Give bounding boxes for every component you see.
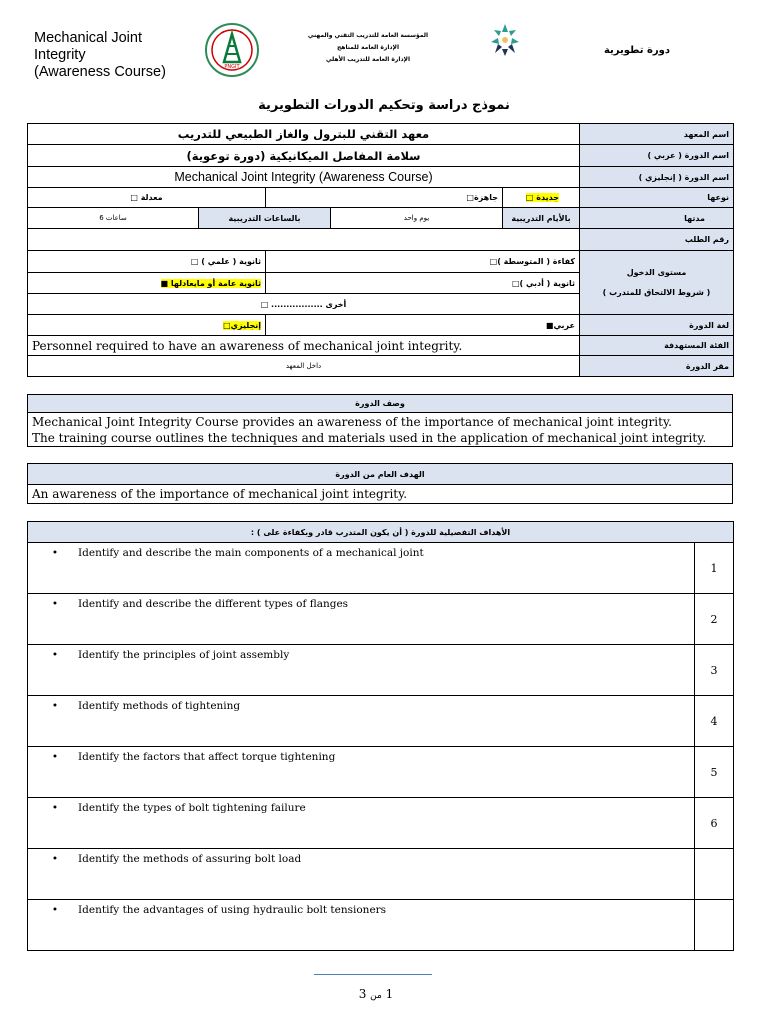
detailed-objectives-table (27, 521, 734, 951)
objective-number: 4 (695, 696, 734, 747)
course-name-en-label: اسم الدورة ( إنجليزي ) (580, 167, 734, 188)
request-number-label: رقم الطلب (580, 229, 734, 251)
page-total: 3 (358, 987, 367, 1001)
form-title: نموذج دراسة وتحكيم الدورات التطويرية (258, 98, 510, 113)
objective-number: 5 (695, 747, 734, 798)
objective-row (28, 594, 734, 645)
description-line: Mechanical Joint Integrity Course provides an awareness of the importance of mechanical joint integrity. (32, 414, 672, 429)
bullet-icon: • (51, 649, 59, 661)
description-body (28, 413, 733, 447)
objective-label: Identify methods of tightening (78, 700, 241, 712)
page-number (336, 987, 416, 1001)
objective-label: Identify and describe the different types of flanges (78, 598, 349, 610)
duration-label: مدتها (580, 208, 734, 229)
objective-text (28, 543, 695, 594)
type-label: نوعها (580, 188, 734, 208)
general-objective-text: An awareness of the importance of mechanical joint integrity. (28, 485, 733, 504)
bullet-icon: • (51, 802, 59, 814)
objective-row (28, 849, 734, 900)
days-value: يوم واحد (331, 208, 503, 229)
course-title-en (34, 30, 166, 81)
page-current: 1 (385, 987, 394, 1001)
objective-text (28, 900, 695, 951)
lang-label: لغة الدورة (580, 315, 734, 336)
entry-general: ثانوية عامة أو مايعادلها ■ (160, 278, 261, 288)
institute-label: اسم المعهد (580, 124, 734, 145)
objective-number: 1 (695, 543, 734, 594)
target-value: Personnel required to have an awareness of mechanical joint integrity. (28, 336, 580, 356)
bullet-icon: • (51, 547, 59, 559)
type-new: جديدة □ (525, 193, 559, 202)
objective-label: Identify the factors that affect torque tightening (78, 751, 336, 763)
org-line: المؤسسة العامة للتدريب التقني والمهني (307, 32, 429, 39)
course-name-ar-label: اسم الدورة ( عربي ) (580, 145, 734, 167)
footer-rule (314, 974, 432, 975)
objective-text (28, 696, 695, 747)
institute-value: معهد التقني للبترول والغاز الطبيعي للتدريب (28, 124, 580, 145)
logo-caption: PNGIT (224, 64, 240, 70)
objective-number: 6 (695, 798, 734, 849)
objective-row (28, 696, 734, 747)
course-name-ar-value: سلامة المفاصل الميكانيكية (دورة توعوية) (28, 145, 580, 167)
objective-row (28, 645, 734, 696)
entry-level-label (580, 251, 734, 315)
course-name-en-value: Mechanical Joint Integrity (Awareness Course) (28, 167, 580, 188)
description-table (27, 394, 733, 447)
bullet-icon: • (51, 904, 59, 916)
page-of: من (370, 991, 382, 1001)
entry-lit: ثانوية ( أدبي )□ (266, 273, 580, 294)
title-line: (Awareness Course) (34, 64, 166, 80)
objective-number: 2 (695, 594, 734, 645)
objective-label: Identify the methods of assuring bolt load (78, 853, 302, 865)
objective-label: Identify the advantages of using hydraulic bolt tensioners (78, 904, 387, 916)
venue-label: مقر الدورة (580, 356, 734, 377)
venue-value: داخل المعهد (28, 356, 580, 377)
entry-level-title: مستوى الدخول (626, 267, 687, 277)
objective-row (28, 798, 734, 849)
lang-en-cell (28, 315, 266, 336)
days-label: بالأيام التدريبية (503, 208, 580, 229)
objective-label: Identify and describe the main components of a mechanical joint (78, 547, 424, 559)
objective-label: Identify the types of bolt tightening failure (78, 802, 306, 814)
type-new-cell (503, 188, 580, 208)
objective-text (28, 747, 695, 798)
entry-level-subtitle: ( شروط الالتحاق للمتدرب ) (602, 287, 711, 297)
entry-sci: ثانوية ( علمي ) □ (28, 251, 266, 273)
detailed-objectives-label: الأهداف التفصيلية للدورة ( أن يكون المتدرب قادر وبكفاءة على ) : (28, 522, 734, 543)
objective-label: Identify the principles of joint assembly (78, 649, 290, 661)
org-line: الإدارة العامة للمناهج (336, 44, 400, 51)
objective-row (28, 543, 734, 594)
description-label: وصف الدورة (28, 395, 733, 413)
hours-value: ساعات 6 (28, 208, 199, 229)
objective-text (28, 849, 695, 900)
objective-row (28, 900, 734, 951)
org-line: الإدارة العامة للتدريب الأهلي (325, 56, 411, 63)
title-line: Integrity (34, 47, 86, 63)
objective-number: 3 (695, 645, 734, 696)
bullet-icon: • (51, 853, 59, 865)
entry-competency: كفاءة ( المتوسطة )□ (266, 251, 580, 273)
hours-label: بالساعات التدريبية (199, 208, 331, 229)
course-info-table (27, 123, 734, 377)
bullet-icon: • (51, 700, 59, 712)
general-objective-table (27, 463, 733, 504)
objective-row (28, 747, 734, 798)
course-kind: دورة تطويرية (603, 45, 670, 56)
request-number-value (28, 229, 580, 251)
organization-lines (300, 30, 436, 66)
title-line: Mechanical Joint (34, 30, 142, 46)
objective-text (28, 594, 695, 645)
lang-ar: عربي■ (266, 315, 580, 336)
entry-general-cell (28, 273, 266, 294)
objective-text (28, 798, 695, 849)
bullet-icon: • (51, 751, 59, 763)
objective-text (28, 645, 695, 696)
bullet-icon: • (51, 598, 59, 610)
type-modified: معدلة □ (28, 188, 266, 208)
lang-en: إنجليزي□ (223, 320, 261, 330)
general-objective-label: الهدف العام من الدورة (28, 464, 733, 485)
description-line: The training course outlines the techniques and materials used in the application of mechanical joint integrity. (32, 430, 707, 445)
objective-number (695, 900, 734, 951)
tvtc-logo (489, 22, 521, 62)
entry-other: أخرى ................. □ (28, 294, 580, 315)
objective-number (695, 849, 734, 900)
target-label: الفئة المستهدفة (580, 336, 734, 356)
type-ready: جاهزة□ (266, 188, 503, 208)
